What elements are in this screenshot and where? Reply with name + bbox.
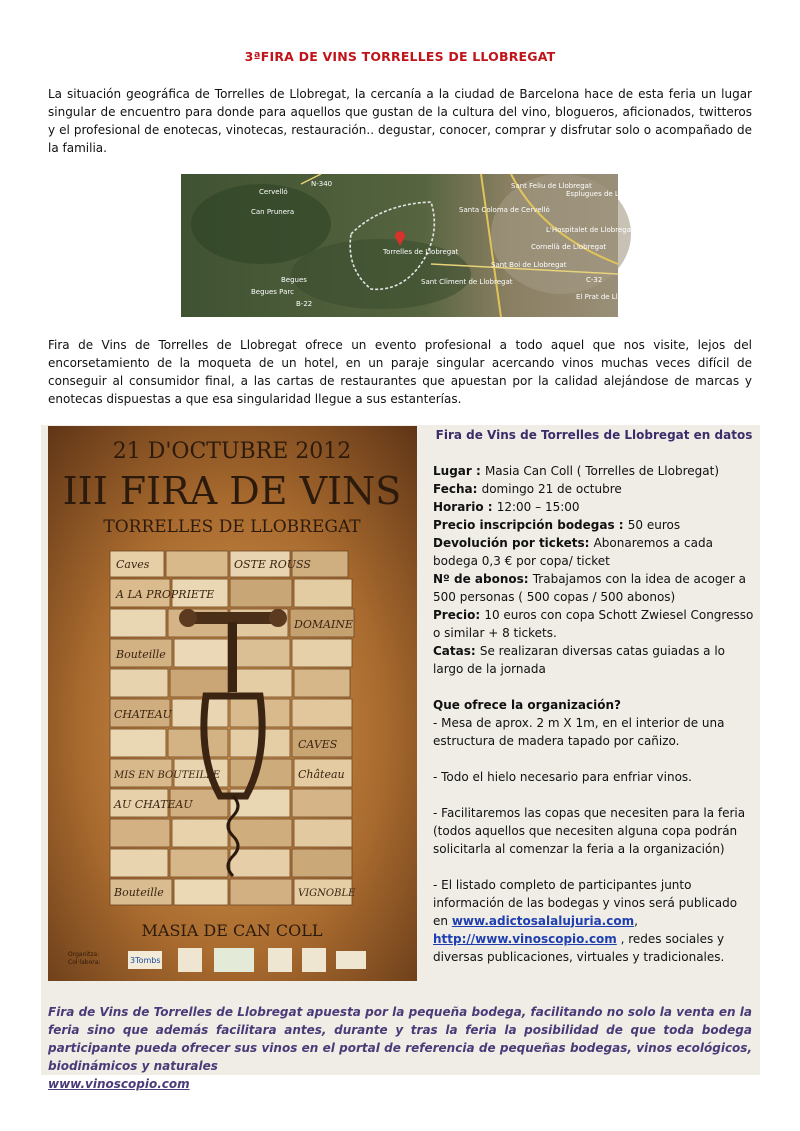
- details-heading: Fira de Vins de Torrelles de Llobregat en datos: [435, 428, 753, 442]
- vinoscopio-link[interactable]: http://www.vinoscopio.com: [433, 932, 617, 946]
- detail-lugar: Lugar : Masia Can Coll ( Torrelles de Llobregat): [433, 464, 719, 478]
- map-label: El Prat de Llobregat: [576, 293, 645, 301]
- map-label: Cervelló: [259, 188, 288, 196]
- map-label: Can Prunera: [251, 208, 295, 216]
- map-label: Begues Parc: [251, 288, 294, 296]
- map-label: Sant Climent de Llobregat: [421, 278, 513, 286]
- cork-text: Château: [298, 768, 345, 781]
- footer-paragraph: Fira de Vins de Torrelles de Llobregat apuesta por la pequeña bodega, facilitando no solo la venta en la feria sino que además facilitara antes, durante y tras la feria la posibilidad de que toda bodega participante pueda ofrecer sus vinos en el portal de referencia de pequeñas bodegas, vinos ecológicos, biodinámicos y naturales www.vinoscopio.com: [48, 1005, 752, 1091]
- detail-catas: Catas: Se realizaran diversas catas guiadas a lo largo de la jornada: [433, 644, 726, 676]
- detail-devolucion: Devolución por tickets: Abonaremos a cada bodega 0,3 € por copa/ ticket: [433, 536, 713, 568]
- offer-item: - Mesa de aprox. 2 m X 1m, en el interior de una estructura de madera tapado por cañizo.: [433, 716, 725, 748]
- offer-item: - El listado completo de participantes junto información de las bodegas y vinos será publicado en www.adictosalalujuria.com, http://www.vinoscopio.com , redes sociales y diversas publicaciones, virtuales y tradicionales.: [433, 878, 738, 964]
- detail-abonos: Nº de abonos: Trabajamos con la idea de acoger a 500 personas ( 500 copas / 500 abonos): [433, 572, 746, 604]
- cork-text: Bouteille: [116, 648, 166, 661]
- poster-organizer-label: Organitza:: [68, 951, 100, 958]
- cork-text: AU CHATEAU: [114, 798, 193, 811]
- poster-headline: III FIRA DE VINS: [62, 469, 402, 513]
- event-details: [433, 426, 755, 966]
- footer-vinoscopio-link[interactable]: www.vinoscopio.com: [48, 1077, 190, 1091]
- poster-collaborator-label: Col·labora:: [68, 959, 101, 966]
- sponsor-logo-text: 3Tombs: [130, 956, 161, 965]
- map-label: C-32: [586, 276, 603, 284]
- offer-item: - Todo el hielo necesario para enfriar vinos.: [433, 770, 692, 784]
- event-poster: [48, 426, 417, 981]
- detail-horario: Horario : 12:00 – 15:00: [433, 500, 580, 514]
- cork-text: DOMAINE: [294, 618, 354, 631]
- cork-text: A LA PROPRIETE: [116, 588, 215, 601]
- detail-precio: Precio: 10 euros con copa Schott Zwiesel Congresso o similar + 8 tickets.: [433, 608, 754, 640]
- map-label: Sant Boi de Llobregat: [491, 261, 567, 269]
- adictos-link[interactable]: www.adictosalalujuria.com: [451, 914, 635, 928]
- cork-text: OSTE ROUSS: [234, 558, 311, 571]
- cork-text: MIS EN BOUTEILLE: [114, 770, 221, 781]
- page-title: 3ªFIRA DE VINS TORRELLES DE LLOBREGAT: [244, 49, 556, 64]
- cork-text: Caves: [116, 558, 150, 571]
- cork-text: Bouteille: [114, 886, 164, 899]
- map-label: Esplugues de Llobregat: [566, 190, 649, 198]
- map-label: Torrelles de Llobregat: [383, 248, 459, 256]
- offer-item: - Facilitaremos las copas que necesiten para la feria (todos aquellos que necesiten alguna copa podrán solicitarla al comenzar la feria a la organización): [433, 806, 746, 856]
- map-label: Cornellà de Llobregat: [531, 243, 607, 251]
- cork-text: CAVES: [298, 738, 338, 751]
- poster-date: 21 D'OCTUBRE 2012: [112, 439, 352, 464]
- map-label: Santa Coloma de Cervelló: [459, 206, 550, 214]
- map-label: N-340: [311, 180, 333, 188]
- cork-text: CHATEAU: [114, 708, 172, 721]
- map-label: B-22: [296, 300, 313, 308]
- map-label: Begues: [281, 276, 307, 284]
- poster-venue: MASIA DE CAN COLL: [141, 921, 323, 940]
- map-label: L'Hospitalet de Llobregat: [546, 226, 634, 234]
- detail-precio-inscripcion: Precio inscripción bodegas : 50 euros: [433, 518, 681, 532]
- intro-paragraph: La situación geográfica de Torrelles de Llobregat, la cercanía a la ciudad de Barcelona hace de esta feria un lugar singular de encuentro para donde para aquellos que gustan de la cultura del vino, blogueros, aficionados, twitteros y el profesional de enotecas, vinotecas, restauración.. degustar, conocer, comprar y disfrutar solo o acompañado de la familia.: [48, 87, 752, 155]
- map-label: Sant Feliu de Llobregat: [511, 182, 592, 190]
- location-map[interactable]: [181, 174, 649, 317]
- poster-town: TORRELLES DE LLOBREGAT: [103, 517, 361, 537]
- description-paragraph: Fira de Vins de Torrelles de Llobregat ofrece un evento profesional a todo aquel que nos visite, lejos del encorsetamiento de la moqueta de un hotel, en un paraje singular acercando vinos muchas veces difícil de conseguir al consumidor final, a las cartas de restaurantes que apuestan por la calidad alejándose de marcas y enotecas dispuestas a que esa singularidad llegue a sus estanterías.: [48, 338, 752, 406]
- cork-text: VIGNOBLE: [298, 888, 356, 899]
- offer-title: Que ofrece la organización?: [433, 698, 621, 712]
- detail-fecha: Fecha: domingo 21 de octubre: [433, 482, 622, 496]
